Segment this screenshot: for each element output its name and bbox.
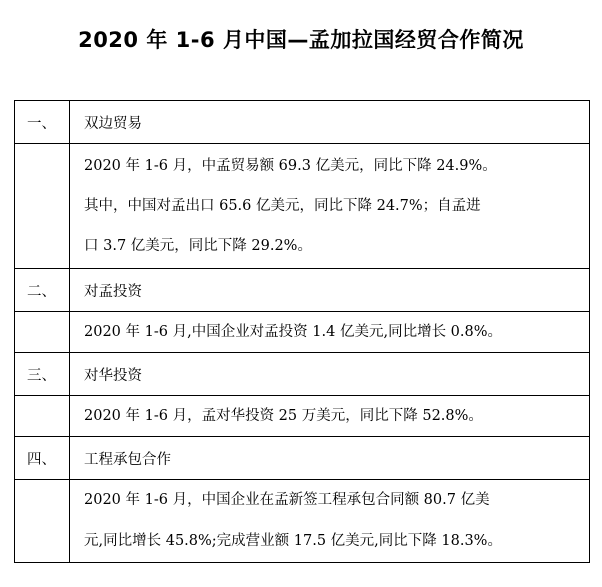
body-line: 口 3.7 亿美元，同比下降 29.2%。 (84, 238, 312, 254)
section-body (70, 312, 590, 353)
section-header-row (15, 269, 590, 312)
body-line: 其中，中国对孟出口 65.6 亿美元，同比下降 24.7%；自孟进 (84, 198, 481, 214)
trade-summary-table (14, 100, 590, 563)
body-line: 2020 年 1-6 月，中国企业在孟新签工程承包合同额 80.7 亿美 (84, 492, 490, 508)
section-body (70, 144, 590, 269)
section-number: 四、 (15, 437, 70, 480)
empty-cell (15, 312, 70, 353)
empty-cell (15, 144, 70, 269)
section-number: 二、 (15, 269, 70, 312)
section-header-row (15, 101, 590, 144)
body-line: 2020 年 1-6 月，孟对华投资 25 万美元，同比下降 52.8%。 (84, 408, 483, 424)
section-body-row (15, 144, 590, 269)
section-body (70, 480, 590, 563)
section-body-row (15, 312, 590, 353)
section-number: 三、 (15, 353, 70, 396)
page-title: 2020 年 1-6 月中国—孟加拉国经贸合作简况 (78, 28, 524, 52)
section-header-row (15, 437, 590, 480)
body-line: 2020 年 1-6 月,中国企业对孟投资 1.4 亿美元,同比增长 0.8%。 (84, 324, 503, 340)
section-heading: 工程承包合作 (70, 437, 590, 480)
section-heading: 双边贸易 (70, 101, 590, 144)
section-header-row (15, 353, 590, 396)
section-heading: 对华投资 (70, 353, 590, 396)
body-line: 2020 年 1-6 月，中孟贸易额 69.3 亿美元，同比下降 24.9%。 (84, 158, 497, 174)
body-line: 元,同比增长 45.8%;完成营业额 17.5 亿美元,同比下降 18.3%。 (84, 533, 502, 549)
section-body (70, 396, 590, 437)
section-heading: 对孟投资 (70, 269, 590, 312)
section-body-row (15, 396, 590, 437)
section-number: 一、 (15, 101, 70, 144)
empty-cell (15, 480, 70, 563)
empty-cell (15, 396, 70, 437)
section-body-row (15, 480, 590, 563)
